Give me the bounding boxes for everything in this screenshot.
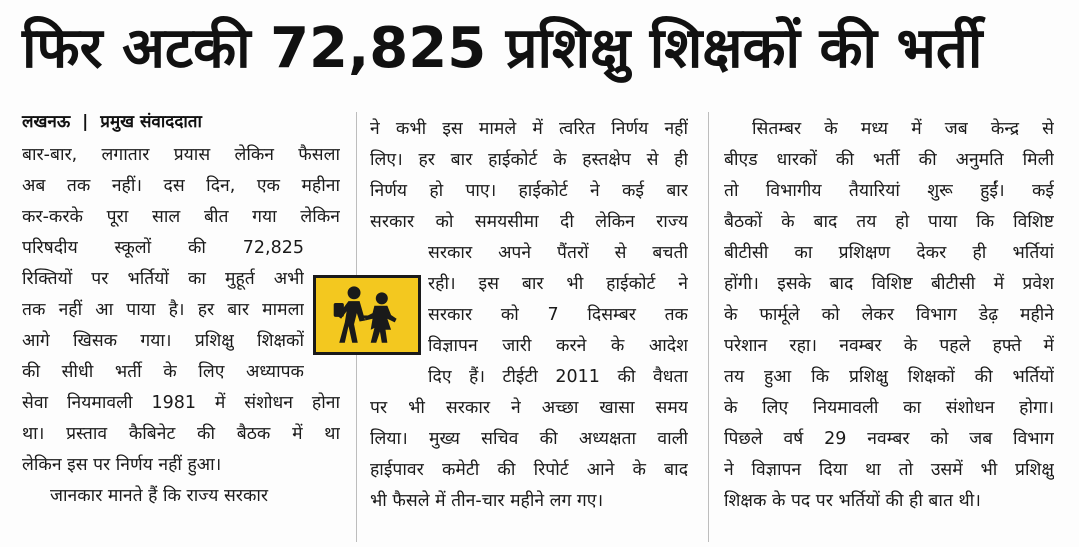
- school-children-figure: [316, 278, 418, 352]
- article-line: पिछले वर्ष 29 नवम्बर को जब विभाग: [724, 429, 1054, 449]
- article-line: परिषदीय स्कूलों की 72,825: [22, 238, 304, 258]
- article-line: आगे खिसक गया। प्रशिक्षु शिक्षकों: [22, 331, 304, 351]
- article-line: तक नहीं आ पाया है। हर बार मामला: [22, 300, 304, 320]
- school-children-sign-icon: [313, 275, 421, 355]
- article-line: बीटीसी का प्रशिक्षण देकर ही भर्तियां: [724, 243, 1054, 263]
- article-line: ने कभी इस मामले में त्वरित निर्णय नहीं: [370, 119, 688, 139]
- headline: फिर अटकी 72,825 प्रशिक्षु शिक्षकों की भर्ती: [22, 16, 983, 81]
- article-line: तय हुआ कि प्रशिक्षु शिक्षकों की भर्तियों: [724, 367, 1054, 387]
- article-line: ने विज्ञापन दिया था तो उसमें भी प्रशिक्षु: [724, 460, 1054, 480]
- article-line: रही। इस बार भी हाईकोर्ट ने: [428, 274, 688, 294]
- byline-reporter: प्रमुख संवाददाता: [100, 112, 202, 132]
- article-line: तो विभागीय तैयारियां शुरू हुईं। कई: [724, 181, 1054, 201]
- article-line: रिक्तियों पर भर्तियों का मुहूर्त अभी: [22, 269, 304, 289]
- article-column-1: [22, 140, 340, 512]
- article-line: हाईपावर कमेटी की रिपोर्ट आने के बाद: [370, 460, 688, 480]
- article-line: दिए हैं। टीईटी 2011 की वैधता: [428, 367, 688, 387]
- article-line: सरकार को 7 दिसम्बर तक: [428, 305, 688, 325]
- article-line: बैठकों के बाद तय हो पाया कि विशिष्ट: [724, 212, 1054, 232]
- article-line: परेशान रहा। नवम्बर के पहले हफ्ते में: [724, 336, 1054, 356]
- article-line: होंगी। इसके बाद विशिष्ट बीटीसी में प्रवेश: [724, 274, 1054, 294]
- article-line: सरकार को समयसीमा दी लेकिन राज्य: [370, 212, 688, 232]
- byline-place: लखनऊ: [22, 112, 71, 132]
- article-line: लिया। मुख्य सचिव की अध्यक्षता वाली: [370, 429, 688, 449]
- article-line: लेकिन इस पर निर्णय नहीं हुआ।: [22, 455, 222, 475]
- article-line: पर भी सरकार ने अच्छा खासा समय: [370, 398, 688, 418]
- article-line: बार-बार, लगातार प्रयास लेकिन फैसला: [22, 145, 340, 165]
- article-line: अब तक नहीं। दस दिन, एक महीना: [22, 176, 340, 196]
- article-line: शिक्षक के पद पर भर्तियों की ही बात थी।: [724, 491, 981, 511]
- article-line: सितम्बर के मध्य में जब केन्द्र से: [752, 119, 1054, 139]
- article-line: था। प्रस्ताव कैबिनेट की बैठक में था: [22, 424, 340, 444]
- article-line: बीएड धारकों की भर्ती की अनुमति मिली: [724, 150, 1054, 170]
- article-line: लिए। हर बार हाईकोर्ट के हस्तक्षेप से ही: [370, 150, 688, 170]
- article-line: कर-करके पूरा साल बीत गया लेकिन: [22, 207, 340, 227]
- column-divider: [708, 112, 709, 542]
- article-line: सरकार अपने पैंतरों से बचती: [428, 243, 688, 263]
- article-line: भी फैसले में तीन-चार महीने लग गए।: [370, 491, 604, 511]
- article-line: के फार्मूले को लेकर विभाग डेढ़ महीने: [724, 305, 1054, 325]
- article-line: सेवा नियमावली 1981 में संशोधन होना: [22, 393, 340, 413]
- article-line: की सीधी भर्ती के लिए अध्यापक: [22, 362, 304, 382]
- article-line: के लिए नियमावली का संशोधन होगा।: [724, 398, 1054, 418]
- article-line: विज्ञापन जारी करने के आदेश: [428, 336, 688, 356]
- byline: [22, 104, 202, 140]
- byline-separator: |: [82, 112, 89, 132]
- article-line: जानकार मानते हैं कि राज्य सरकार: [50, 486, 269, 506]
- article-column-3: [724, 114, 1054, 517]
- article-line: निर्णय हो पाए। हाईकोर्ट ने कई बार: [370, 181, 688, 201]
